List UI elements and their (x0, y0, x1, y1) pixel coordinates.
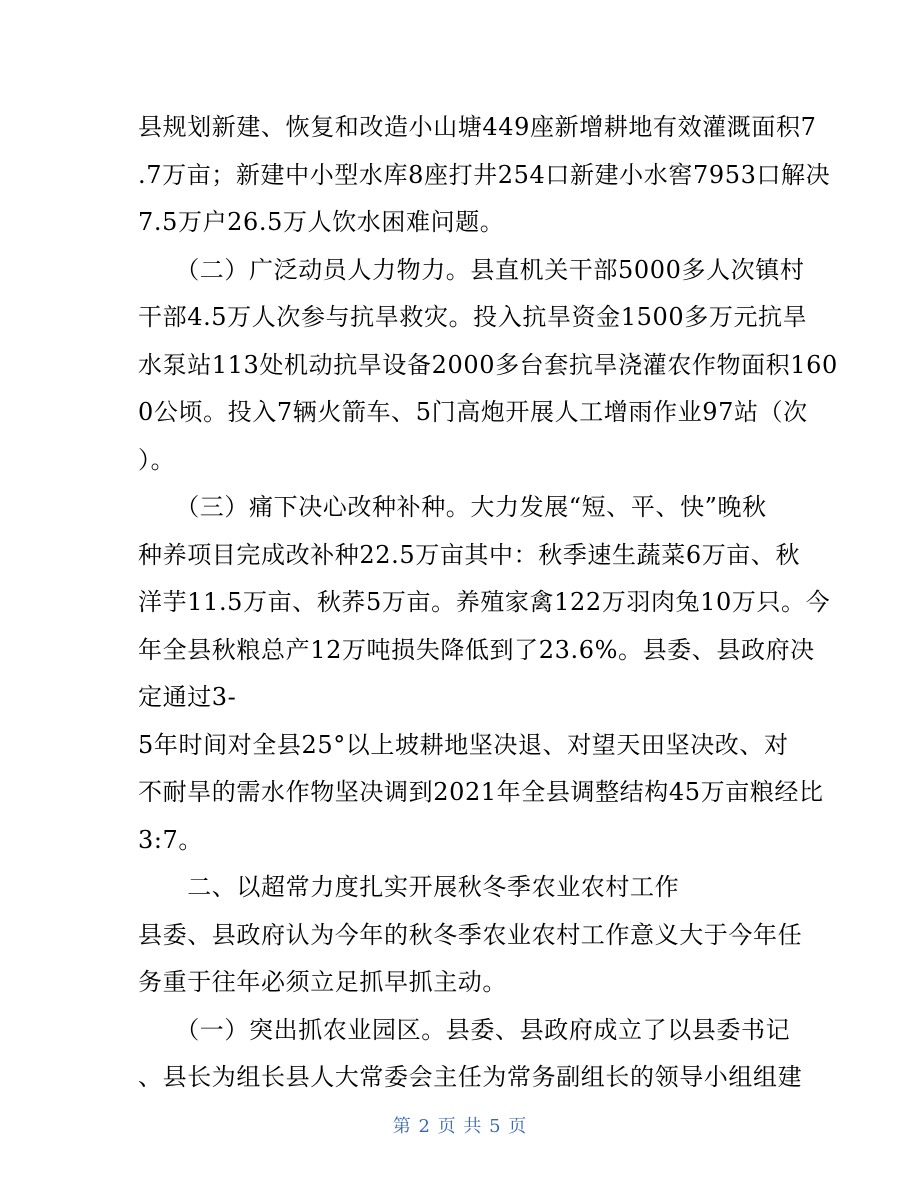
text-line: 、县长为组长县人大常委会主任为常务副组长的领导小组组建 (138, 1063, 803, 1091)
body-text (138, 104, 838, 1102)
text-line: 年全县秋粮总产12万吨损失降低到了23.6%。县委、县政府决 (138, 635, 815, 664)
text-line: （三）痛下决心改种补种。大力发展“短、平、快”晚秋 (138, 493, 767, 521)
text-line: 定通过3- (138, 683, 237, 711)
text-line: ）。 (138, 445, 176, 474)
text-line: 县委、县政府认为今年的秋冬季农业农村工作意义大于今年任 (138, 920, 803, 949)
text-line: 务重于往年必须立足抓早抓主动。 (138, 968, 507, 996)
text-line: 洋芋11.5万亩、秋荞5万亩。养殖家禽122万羽肉兔10万只。今 (138, 588, 831, 616)
text-line: 种养项目完成改补种22.5万亩其中：秋季速生蔬菜6万亩、秋 (138, 540, 801, 569)
page-number-footer: 第 2 页 共 5 页 (392, 1116, 528, 1137)
text-line: 5年时间对全县25°以上坡耕地坚决退、对望天田坚决改、对 (138, 730, 789, 759)
text-line: （二）广泛动员人力物力。县直机关干部5000多人次镇村 (138, 255, 805, 284)
text-line: 7.5万户26.5万人饮水困难问题。 (138, 208, 505, 236)
text-line: 3:7。 (138, 825, 204, 854)
text-line: （一）突出抓农业园区。县委、县政府成立了以县委书记 (138, 1015, 791, 1044)
text-line: 不耐旱的需水作物坚决调到2021年全县调整结构45万亩粮经比 (138, 778, 824, 806)
text-line: 水泵站113处机动抗旱设备2000多台套抗旱浇灌农作物面积160 (138, 350, 838, 379)
section-heading: 二、以超常力度扎实开展秋冬季农业农村工作 (138, 873, 680, 901)
text-line: 县规划新建、恢复和改造小山塘449座新增耕地有效灌溉面积7 (138, 113, 817, 141)
text-line: 干部4.5万人次参与抗旱救灾。投入抗旱资金1500多万元抗旱 (138, 303, 808, 331)
text-line: .7万亩；新建中小型水库8座打井254口新建小水窖7953口解决 (138, 160, 831, 189)
text-line: 0公顷。投入7辆火箭车、5门高炮开展人工增雨作业97站（次 (138, 398, 808, 426)
